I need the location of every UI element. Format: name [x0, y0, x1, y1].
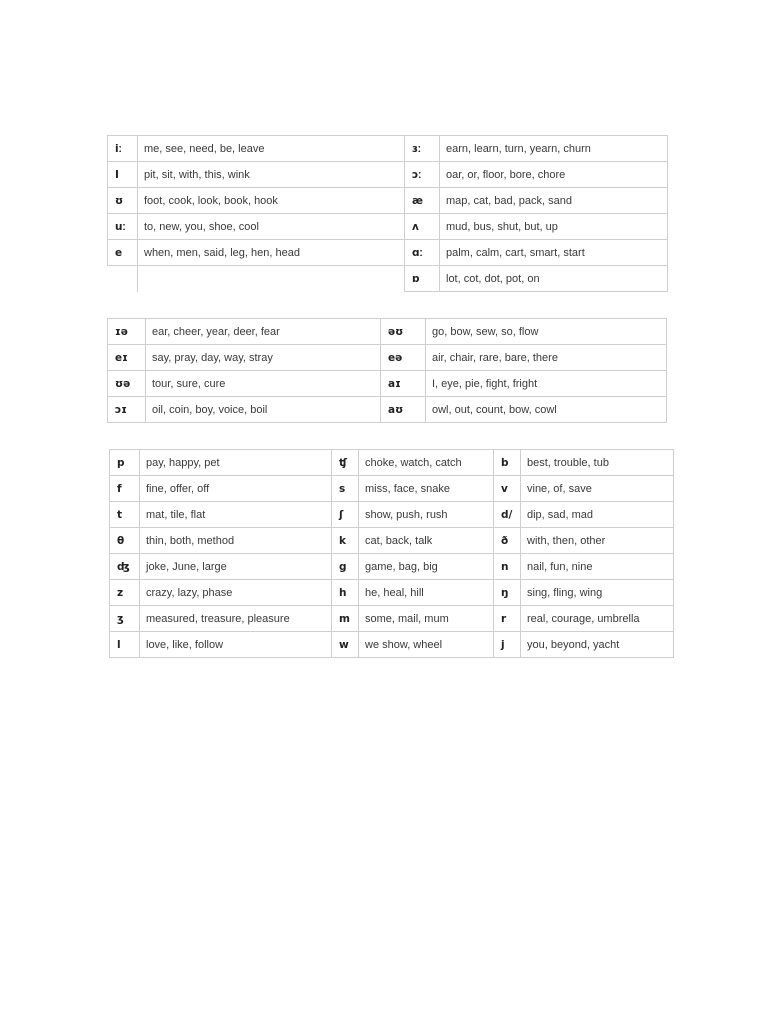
- phoneme-symbol: æ: [405, 188, 440, 214]
- example-words: go, bow, sew, so, flow: [426, 319, 667, 345]
- example-words: show, push, rush: [359, 502, 494, 528]
- example-words: oar, or, floor, bore, chore: [440, 162, 668, 188]
- example-words: some, mail, mum: [359, 606, 494, 632]
- example-words: palm, calm, cart, smart, start: [440, 240, 668, 266]
- table-row: [110, 554, 674, 580]
- phoneme-symbol: g: [332, 554, 359, 580]
- example-words: me, see, need, be, leave: [138, 136, 405, 162]
- example-words: sing, fling, wing: [521, 580, 674, 606]
- phoneme-symbol: ʌ: [405, 214, 440, 240]
- example-words: pay, happy, pet: [140, 450, 332, 476]
- example-words: choke, watch, catch: [359, 450, 494, 476]
- table-row: [110, 450, 674, 476]
- example-words: pit, sit, with, this, wink: [138, 162, 405, 188]
- phoneme-symbol: I: [108, 162, 138, 188]
- phoneme-symbol: m: [332, 606, 359, 632]
- table-row: [108, 345, 667, 371]
- example-words: thin, both, method: [140, 528, 332, 554]
- example-words: best, trouble, tub: [521, 450, 674, 476]
- phoneme-symbol: iː: [108, 136, 138, 162]
- example-words: I, eye, pie, fight, fright: [426, 371, 667, 397]
- example-words: nail, fun, nine: [521, 554, 674, 580]
- example-words: when, men, said, leg, hen, head: [138, 240, 405, 266]
- empty-cell: [138, 266, 405, 292]
- phoneme-symbol: ŋ: [494, 580, 521, 606]
- diphthongs-table: [107, 318, 667, 423]
- example-words: lot, cot, dot, pot, on: [440, 266, 668, 292]
- phoneme-symbol: ɪə: [108, 319, 146, 345]
- phoneme-symbol: ʃ: [332, 502, 359, 528]
- phoneme-symbol: ʊ: [108, 188, 138, 214]
- example-words: to, new, you, shoe, cool: [138, 214, 405, 240]
- phoneme-symbol: v: [494, 476, 521, 502]
- phoneme-symbol: ɔː: [405, 162, 440, 188]
- phoneme-symbol: h: [332, 580, 359, 606]
- phoneme-symbol: n: [494, 554, 521, 580]
- phoneme-symbol: uː: [108, 214, 138, 240]
- example-words: oil, coin, boy, voice, boil: [146, 397, 381, 423]
- table-row: [108, 319, 667, 345]
- example-words: vine, of, save: [521, 476, 674, 502]
- phoneme-symbol: s: [332, 476, 359, 502]
- phoneme-symbol: ʧ: [332, 450, 359, 476]
- example-words: tour, sure, cure: [146, 371, 381, 397]
- phoneme-symbol: k: [332, 528, 359, 554]
- example-words: crazy, lazy, phase: [140, 580, 332, 606]
- table-row: [110, 580, 674, 606]
- example-words: map, cat, bad, pack, sand: [440, 188, 668, 214]
- phoneme-symbol: j: [494, 632, 521, 658]
- table-row: [108, 397, 667, 423]
- example-words: love, like, follow: [140, 632, 332, 658]
- table-row: [110, 606, 674, 632]
- phoneme-symbol: p: [110, 450, 140, 476]
- phoneme-symbol: əʊ: [381, 319, 426, 345]
- table-row: [110, 632, 674, 658]
- phoneme-symbol: z: [110, 580, 140, 606]
- phoneme-symbol: d/: [494, 502, 521, 528]
- phoneme-symbol: ʊə: [108, 371, 146, 397]
- table-row: [110, 502, 674, 528]
- example-words: real, courage, umbrella: [521, 606, 674, 632]
- example-words: joke, June, large: [140, 554, 332, 580]
- monophthongs-table: [107, 135, 668, 292]
- phoneme-symbol: ɜː: [405, 136, 440, 162]
- example-words: earn, learn, turn, yearn, churn: [440, 136, 668, 162]
- table-row: [108, 240, 668, 266]
- phoneme-symbol: ɒ: [405, 266, 440, 292]
- table-row: [110, 528, 674, 554]
- table-row: [108, 162, 668, 188]
- phoneme-symbol: aʊ: [381, 397, 426, 423]
- phoneme-symbol: ɔɪ: [108, 397, 146, 423]
- phoneme-symbol: eɪ: [108, 345, 146, 371]
- example-words: miss, face, snake: [359, 476, 494, 502]
- empty-cell: [108, 266, 138, 292]
- phoneme-symbol: b: [494, 450, 521, 476]
- phoneme-symbol: e: [108, 240, 138, 266]
- phoneme-symbol: θ: [110, 528, 140, 554]
- example-words: mud, bus, shut, but, up: [440, 214, 668, 240]
- example-words: measured, treasure, pleasure: [140, 606, 332, 632]
- phoneme-symbol: f: [110, 476, 140, 502]
- phoneme-symbol: w: [332, 632, 359, 658]
- example-words: dip, sad, mad: [521, 502, 674, 528]
- example-words: you, beyond, yacht: [521, 632, 674, 658]
- table-row: [110, 476, 674, 502]
- example-words: he, heal, hill: [359, 580, 494, 606]
- example-words: cat, back, talk: [359, 528, 494, 554]
- table-row: [108, 214, 668, 240]
- example-words: fine, offer, off: [140, 476, 332, 502]
- example-words: foot, cook, look, book, hook: [138, 188, 405, 214]
- table-row: [108, 136, 668, 162]
- example-words: we show, wheel: [359, 632, 494, 658]
- phoneme-symbol: t: [110, 502, 140, 528]
- consonants-table: [109, 449, 674, 658]
- example-words: game, bag, big: [359, 554, 494, 580]
- table-row: [108, 266, 668, 292]
- example-words: mat, tile, flat: [140, 502, 332, 528]
- phoneme-symbol: ʒ: [110, 606, 140, 632]
- table-row: [108, 371, 667, 397]
- example-words: with, then, other: [521, 528, 674, 554]
- example-words: say, pray, day, way, stray: [146, 345, 381, 371]
- table-row: [108, 188, 668, 214]
- phoneme-symbol: ɑː: [405, 240, 440, 266]
- phoneme-symbol: ʤ: [110, 554, 140, 580]
- phoneme-symbol: l: [110, 632, 140, 658]
- example-words: owl, out, count, bow, cowl: [426, 397, 667, 423]
- phoneme-symbol: r: [494, 606, 521, 632]
- example-words: air, chair, rare, bare, there: [426, 345, 667, 371]
- phoneme-symbol: aɪ: [381, 371, 426, 397]
- example-words: ear, cheer, year, deer, fear: [146, 319, 381, 345]
- phoneme-symbol: eə: [381, 345, 426, 371]
- phoneme-symbol: ð: [494, 528, 521, 554]
